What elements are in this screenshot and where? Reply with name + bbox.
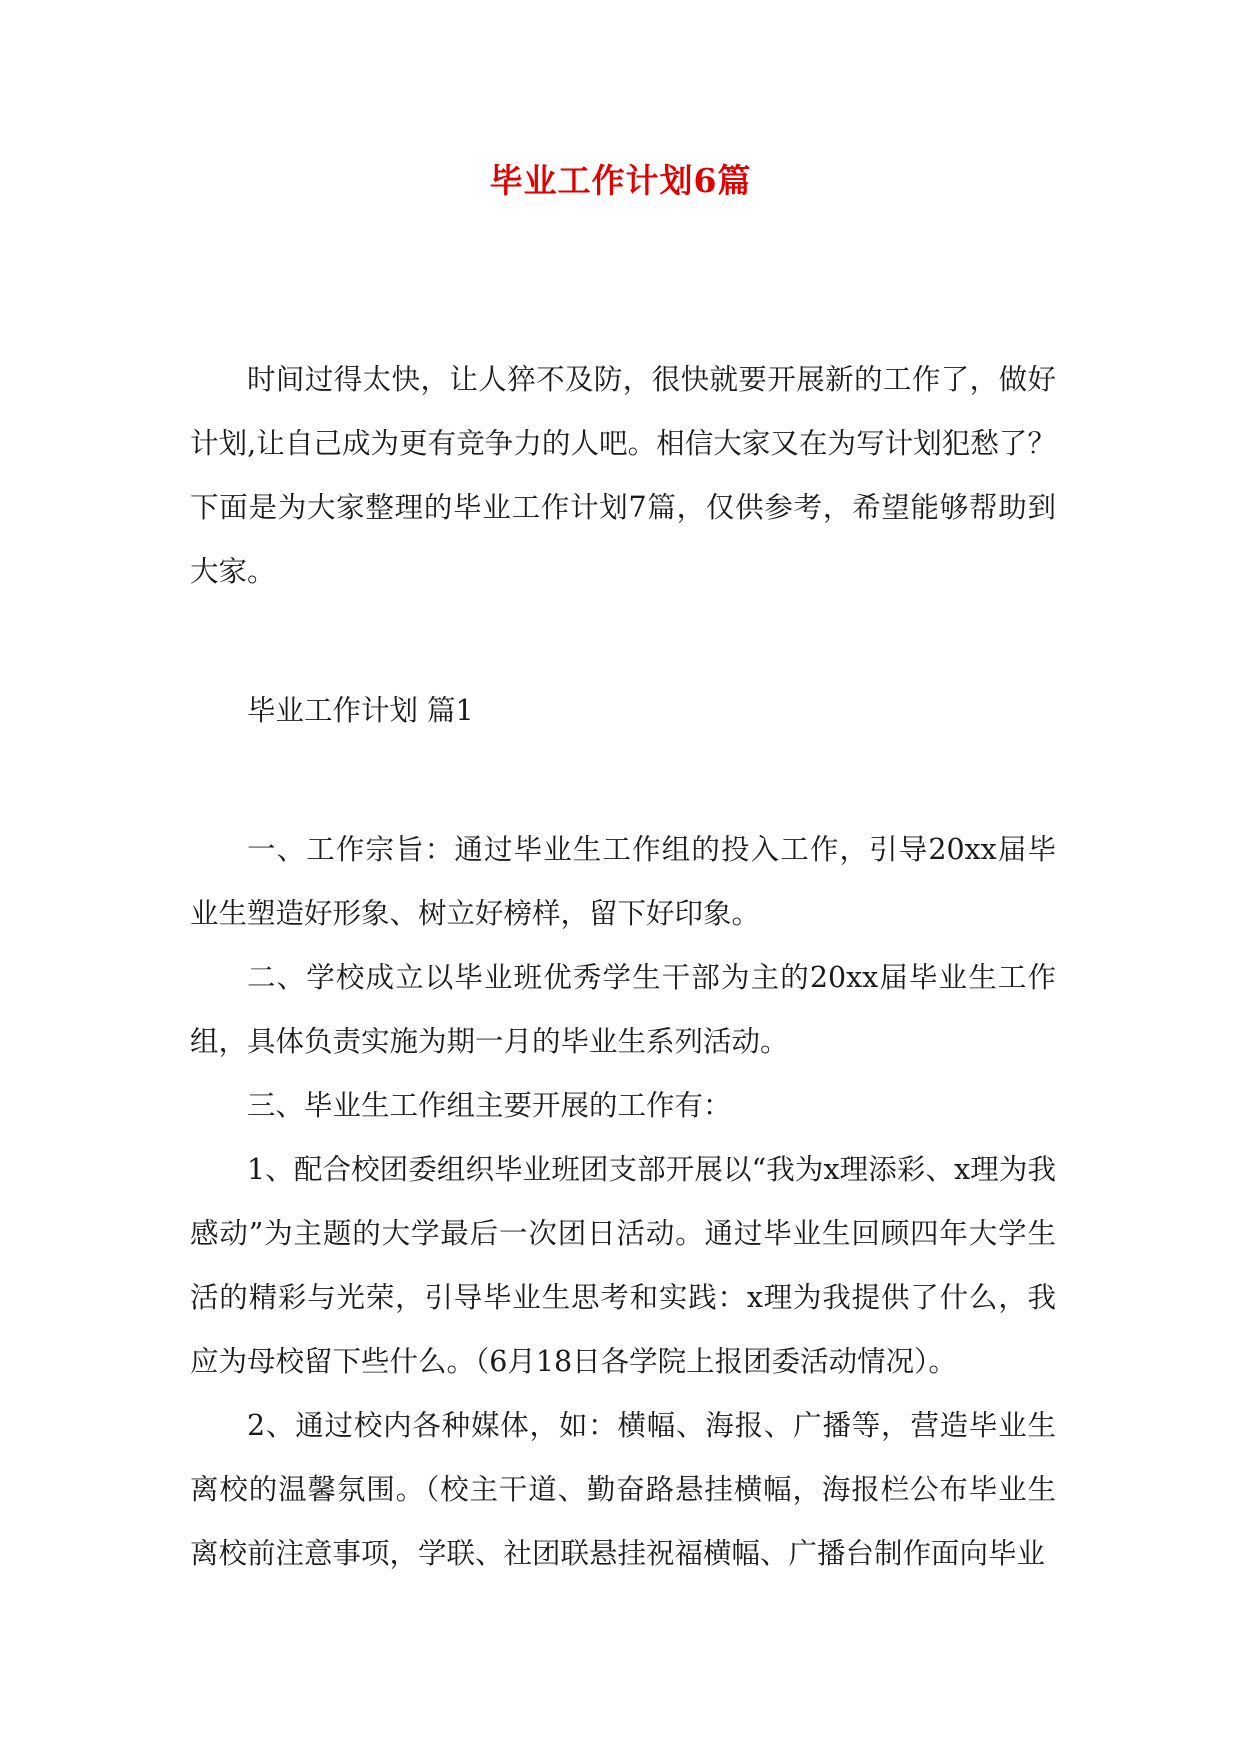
spacer	[190, 604, 1056, 679]
section-heading: 毕业工作计划 篇1	[247, 694, 474, 727]
paragraph-3: 三、毕业生工作组主要开展的工作有：	[247, 1089, 732, 1122]
document-title: 毕业工作计划6篇	[489, 161, 752, 200]
document-body	[190, 348, 1056, 1586]
paragraph-5: 2、通过校内各种媒体，如：横幅、海报、广播等，营造毕业生离校的温馨氛围。（校主干道、勤奋路悬挂横幅，海报栏公布毕业生离校前注意事项，学联、社团联悬挂祝福横幅、广播台制作面向毕业	[190, 1409, 1056, 1570]
paragraph-4: 1、配合校团委组织毕业班团支部开展以“我为x理添彩、x理为我感动”为主题的大学最后一次团日活动。通过毕业生回顾四年大学生活的精彩与光荣，引导毕业生思考和实践：x理为我提供了什么，我应为母校留下些什么。（6月18日各学院上报团委活动情况）。	[190, 1153, 1056, 1378]
intro-paragraph: 时间过得太快，让人猝不及防，很快就要开展新的工作了，做好计划,让自己成为更有竞争力的人吧。相信大家又在为写计划犯愁了？下面是为大家整理的毕业工作计划7篇，仅供参考，希望能够帮助到大家。	[190, 363, 1056, 588]
paragraph-2: 二、学校成立以毕业班优秀学生干部为主的20xx届毕业生工作组，具体负责实施为期一月的毕业生系列活动。	[190, 961, 1056, 1058]
spacer	[190, 743, 1056, 818]
paragraph-1: 一、工作宗旨：通过毕业生工作组的投入工作，引导20xx届毕业生塑造好形象、树立好榜样，留下好印象。	[190, 833, 1056, 930]
